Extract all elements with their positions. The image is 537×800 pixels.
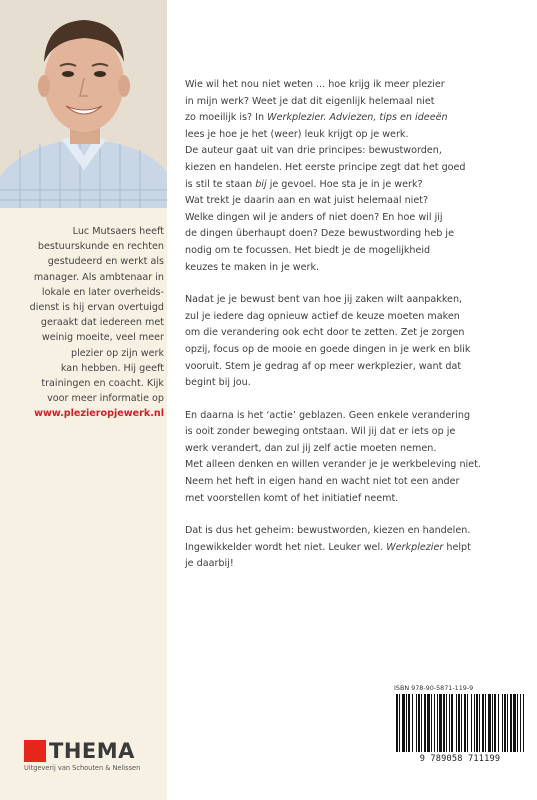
barcode-bar bbox=[458, 694, 460, 752]
barcode-bar bbox=[504, 694, 506, 752]
barcode-bar bbox=[456, 694, 457, 752]
barcode-bar bbox=[406, 694, 407, 752]
bio-line: lokale en later overheids- bbox=[41, 286, 164, 298]
text-line: De auteur gaat uit van drie principes: bewustworden, bbox=[185, 145, 442, 157]
text-line: je daarbij! bbox=[185, 558, 234, 570]
text-line: is ooit zonder beweging ontstaan. Wil jij dat er iets op je bbox=[185, 426, 456, 438]
barcode-bar bbox=[408, 694, 410, 752]
italic-word: Werkplezier bbox=[386, 541, 444, 553]
paragraph-intro bbox=[185, 77, 520, 276]
barcode-bar bbox=[464, 694, 466, 752]
author-photo bbox=[0, 0, 167, 208]
back-cover-text bbox=[185, 77, 520, 589]
text-line: is stil te staan bbox=[185, 178, 256, 190]
text-line: Wie wil het nou niet weten ... hoe krijg ik meer plezier bbox=[185, 79, 445, 90]
text-line: met voorstellen komt of het initiatief neemt. bbox=[185, 492, 399, 504]
barcode-bar bbox=[421, 694, 422, 752]
barcode-bar bbox=[437, 694, 438, 752]
text-line: Welke dingen wil je anders of niet doen? En hoe wil jij bbox=[185, 211, 443, 223]
barcode-bar bbox=[482, 694, 484, 752]
bio-line: voor meer informatie op bbox=[47, 393, 164, 405]
barcode-bar bbox=[443, 694, 445, 752]
barcode-bar bbox=[396, 694, 398, 752]
barcode-bar bbox=[485, 694, 486, 752]
barcode-bars bbox=[394, 694, 526, 752]
text-line: opzij, focus op de mooie en goede dingen in je werk en blik bbox=[185, 343, 471, 355]
bio-line: kan hebben. Hij geeft bbox=[60, 362, 164, 374]
barcode-bar bbox=[488, 694, 491, 752]
barcode-bar bbox=[502, 694, 503, 752]
paragraph-conclusion bbox=[185, 523, 520, 573]
barcode-bar bbox=[399, 694, 400, 752]
barcode-bar bbox=[479, 694, 480, 752]
barcode-bar bbox=[424, 694, 426, 752]
text-line: Dat is dus het geheim: bewustworden, kiezen en handelen. bbox=[185, 525, 471, 537]
text-line: in mijn werk? Weet je dat dit eigenlijk helemaal niet bbox=[185, 95, 435, 107]
barcode-bar bbox=[451, 694, 453, 752]
text-line: Wat trekt je daarin aan en wat juist helemaal niet? bbox=[185, 195, 429, 207]
text-line: om die verandering ook echt door te zetten. Zet je zorgen bbox=[185, 327, 465, 339]
isbn-label: ISBN 978-90-5871-119-9 bbox=[394, 684, 474, 692]
barcode-bar bbox=[412, 694, 413, 752]
paragraph-action bbox=[185, 408, 520, 508]
barcode-bar bbox=[510, 694, 512, 752]
isbn-barcode bbox=[394, 684, 526, 772]
bio-line: plezier op zijn werk bbox=[70, 347, 164, 359]
publisher-subtitle: Uitgeverij van Schouten & Nelissen bbox=[24, 764, 141, 772]
text-line: werk verandert, dan zul jij zelf actie moeten nemen. bbox=[185, 442, 437, 454]
bio-line: Luc Mutsaers heeft bbox=[72, 226, 164, 237]
barcode-bar bbox=[427, 694, 430, 752]
italic-word: bij bbox=[255, 178, 267, 190]
barcode-bar bbox=[416, 694, 417, 752]
barcode-digits: 9 789058 711199 bbox=[419, 754, 501, 764]
text-line: kiezen en handelen. Het eerste principe zegt dat het goed bbox=[185, 161, 466, 173]
barcode-bar bbox=[446, 694, 447, 752]
barcode-bar bbox=[494, 694, 496, 752]
barcode-bar bbox=[418, 694, 420, 752]
bio-line: manager. Als ambtenaar in bbox=[33, 271, 164, 283]
barcode-bar bbox=[449, 694, 450, 752]
text-line: vooruit. Stem je gedrag af op meer werkplezier, want dat bbox=[185, 360, 462, 372]
author-portrait-image bbox=[0, 0, 167, 208]
bio-line: trainingen en coacht. Kijk bbox=[41, 378, 164, 390]
text-line: begint bij jou. bbox=[185, 377, 251, 389]
barcode-bar bbox=[513, 694, 516, 752]
author-sidebar bbox=[0, 0, 167, 800]
text-line: helpt bbox=[443, 541, 471, 553]
publisher-logo bbox=[24, 738, 164, 774]
text-line: lees je hoe je het (weer) leuk krijgt op je werk. bbox=[185, 128, 409, 140]
text-line: zo moeilijk is? In bbox=[185, 112, 268, 124]
barcode-bar bbox=[520, 694, 521, 752]
bio-line: geraakt dat iedereen met bbox=[40, 317, 164, 329]
book-title: Werkplezier. Adviezen, tips en ideeën bbox=[267, 112, 448, 124]
bio-line: gestudeerd en werkt als bbox=[47, 256, 164, 268]
barcode-bar bbox=[498, 694, 499, 752]
barcode-bar bbox=[431, 694, 432, 752]
barcode-bar bbox=[439, 694, 442, 752]
bio-line: bestuurskunde en rechten bbox=[37, 241, 164, 253]
barcode-bar bbox=[492, 694, 493, 752]
text-line: keuzes te maken in je werk. bbox=[185, 261, 320, 273]
text-line: En daarna is het ‘actie’ geblazen. Geen enkele verandering bbox=[185, 409, 471, 421]
author-bio bbox=[14, 224, 164, 422]
text-line: Met alleen denken en willen verander je je werkbeleving niet. bbox=[185, 459, 481, 471]
text-line: de dingen überhaupt doen? Deze bewustwording heb je bbox=[185, 228, 454, 240]
text-line: Ingewikkelder wordt het niet. Leuker wel. bbox=[185, 541, 387, 553]
barcode-bar bbox=[402, 694, 405, 752]
paragraph-choose bbox=[185, 292, 520, 392]
barcode-bar bbox=[471, 694, 472, 752]
barcode-bar bbox=[434, 694, 435, 752]
thema-square-icon bbox=[24, 740, 46, 762]
barcode-bar bbox=[476, 694, 478, 752]
barcode-bar bbox=[467, 694, 468, 752]
barcode-bar bbox=[517, 694, 518, 752]
website-link[interactable]: www.plezieropjewerk.nl bbox=[34, 408, 164, 420]
bio-line: dienst is hij ervan overtuigd bbox=[29, 302, 164, 314]
text-line: Neem het heft in eigen hand en wacht niet tot een ander bbox=[185, 476, 460, 488]
text-line: je gevoel. Hoe sta je in je werk? bbox=[266, 178, 423, 190]
barcode-bar bbox=[474, 694, 475, 752]
barcode-bar bbox=[507, 694, 508, 752]
text-line: zul je iedere dag opnieuw actief de keuze moeten maken bbox=[185, 310, 460, 322]
bio-line: weinig moeite, veel meer bbox=[41, 332, 164, 344]
text-line: nodig om te focussen. Het biedt je de mogelijkheid bbox=[185, 244, 431, 256]
barcode-bar bbox=[523, 694, 524, 752]
publisher-name: THEMA bbox=[49, 739, 135, 763]
text-line: Nadat je je bewust bent van hoe jij zaken wilt aanpakken, bbox=[185, 294, 463, 306]
barcode-bar bbox=[461, 694, 462, 752]
